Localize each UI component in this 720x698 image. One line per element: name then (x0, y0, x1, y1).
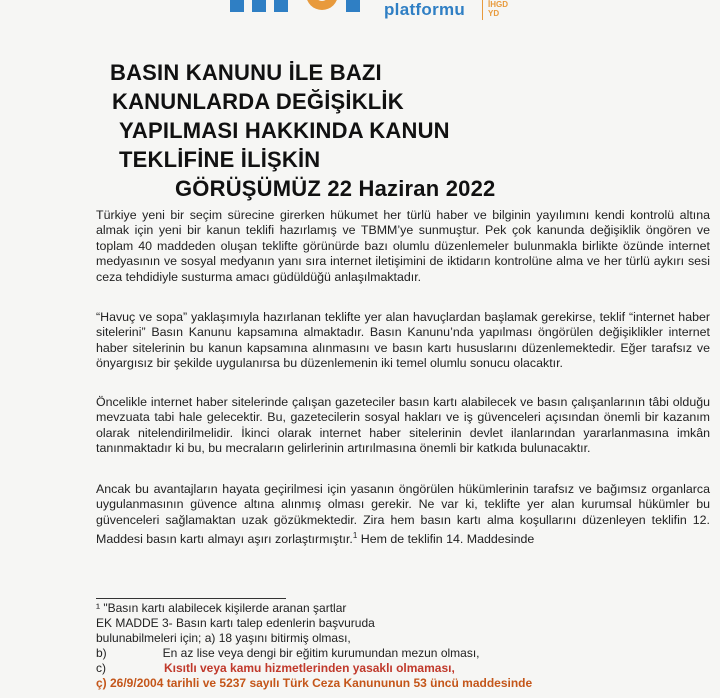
footnote-item-b-label: b) (96, 646, 107, 660)
logo-abbreviation (488, 0, 508, 18)
title-line-3: YAPILMASI HAKKINDA KANUN (119, 118, 450, 143)
footnote-item-b-text: En az lise veya dengi bir eğitim kurumundan mezun olması, (162, 646, 480, 660)
paragraph-4-text (96, 482, 710, 548)
logo-abbr-line1: İHGD (488, 0, 508, 9)
footnote-reference[interactable]: 1 (352, 531, 358, 541)
footnote-line-3: bulunabilmeleri için; a) 18 yaşını bitirmiş olması, (96, 631, 351, 645)
title-line-1: BASIN KANUNU İLE BAZI (110, 60, 382, 85)
footnote-line-1: ¹ "Basın kartı alabilecek kişilerde aranan şartlar (96, 601, 347, 615)
paragraph-1 (96, 208, 710, 285)
logo-mark-icon (222, 0, 382, 16)
logo-abbr-line2: YD (488, 9, 500, 18)
paragraph-3 (96, 395, 710, 457)
footnote-separator (96, 598, 286, 599)
footnote-item-c-label: c) (96, 661, 106, 675)
title-line-4: TEKLİFİNE İLİŞKİN (119, 147, 321, 172)
footnote-line-2: EK MADDE 3- Basın kartı talep edenlerin başvuruda (96, 616, 375, 630)
paragraph-1-text: Türkiye yeni bir seçim sürecine girerken hükumet her türlü haber ve bilginin yayılımını kendi kontrolü altına almak için yeni bir kanun teklifi hazırlamış ve TBMM’ye sunmuştur. Pek çok kanunda değişiklik öngören ve toplam 40 maddeden oluşan teklifte görünürde bazı olumlu düzenlemeler bulunmakla birlikte özünde internet medyasının ve sosyal medyanın yanı sıra internet iletişimini de iktidarın kontrolüne alma ve her türlü aykırı sesi ceza tehdidiyle susturma amacı güdüldüğü anlaşılmaktadır. (96, 208, 710, 284)
footnote-line-4 (96, 646, 480, 661)
logo (222, 0, 522, 24)
footnote-line-6: ç) 26/9/2004 tarihli ve 5237 sayılı Türk Ceza Kanununun 53 üncü maddesinde (96, 676, 533, 690)
paragraph-4 (96, 482, 710, 548)
title-line-2: KANUNLARDA DEĞİŞİKLİK (112, 89, 404, 114)
paragraph-2 (96, 310, 710, 372)
paragraph-4-main: Ancak bu avantajların hayata geçirilmesi için yasanın öngörülen hükümlerinin tarafsız ve bağımsız organlarca uygulanmasının güvence altına alınmış olması gerekir. Ne var ki, teklifte yer alan kurumsal hükümler bu güvenceleri sağlamaktan uzak gözükmektedir. Zira hem basın kartı alma koşullarını düzenleyen teklifin 12. Maddesi basın kartı almayı aşırı zorlaştırmıştır. (96, 482, 710, 547)
paragraph-3-text: Öncelikle internet haber sitelerinde çalışan gazeteciler basın kartı alabilecek ve basın çalışanlarının tâbi olduğu mevzuata tabi hale gelecektir. Bu, gazetecilerin sosyal hakları ve iş güvenceleri açısından önemli bir kazanım olarak nitelendirilmelidir. İkinci olarak internet haber sitelerinin devlet ilanlarından yararlanmasına imkân tanınmaktadır ki bu, bu mecraların gelirlerinin artırılmasına önemli bir katkıda bulunacaktır. (96, 395, 710, 456)
paragraph-2-text: “Havuç ve sopa” yaklaşımıyla hazırlanan teklifte yer alan havuçlardan başlamak gerekirse, teklif “internet haber sitelerini” Basın Kanunu kapsamına almaktadır. Basın Kanunu’nda yapılması öngörülen değişiklikler internet haber sitelerinin bu kanun kapsamına alınmasını ve basın kartı hususlarını düzenlemektedir. Eğer tarafsız ve önyargısız bir şekilde uygulanırsa bu düzenlemenin iki temel olumlu sonucu olacaktır. (96, 310, 710, 371)
logo-divider (482, 0, 483, 20)
title-line-5: GÖRÜŞÜMÜZ 22 Haziran 2022 (175, 176, 496, 201)
footnote-item-c-text: Kısıtlı veya kamu hizmetlerinden yasaklı olmaması, (164, 661, 455, 675)
paragraph-4-tail: Hem de teklifin 14. Maddesinde (357, 532, 535, 547)
footnote-line-5 (96, 661, 455, 676)
logo-text: platformu (384, 0, 466, 19)
